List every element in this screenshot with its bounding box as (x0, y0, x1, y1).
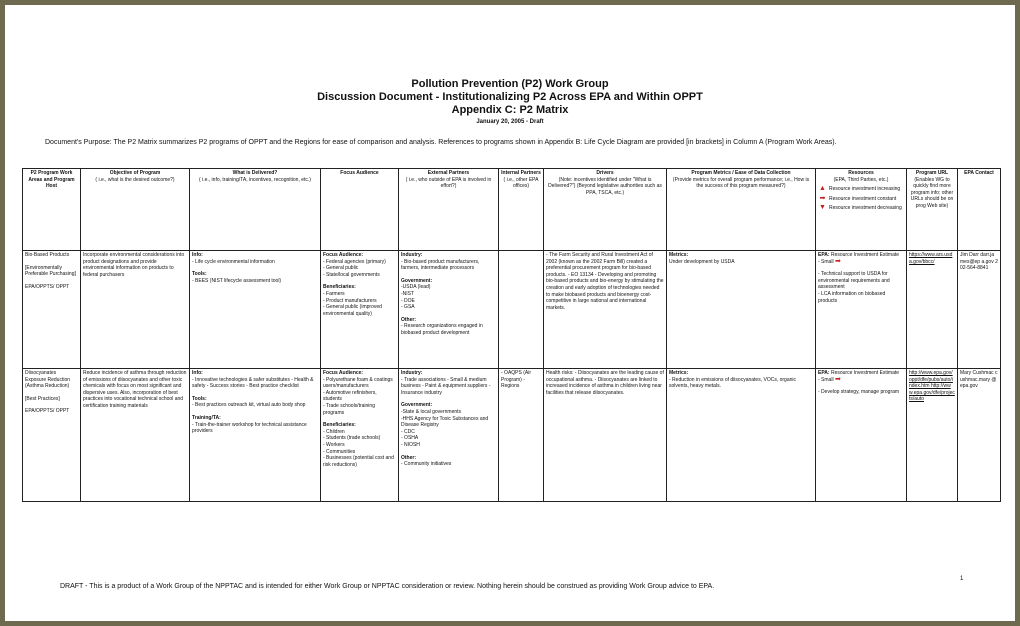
row1-audience: Focus Audience: - Federal agencies (primary) - General public - State/local governments Beneficiaries: - Farmers - Product manufacturers - General public (improved environmental quality) (321, 251, 399, 369)
row1-program-area: Bio-Based Products [Environmentally Preferable Purchasing] EPA/OPPTS/ OPPT (23, 251, 81, 369)
program-url-link[interactable]: http://www.epa.gov/oppt/dfe/pubs/auto/index.htm http://www.epa.gov/dfe/projects/auto (909, 370, 955, 403)
legend-increasing: ▲ Resource investment increasing (819, 185, 901, 193)
document-date: January 20, 2005 - Draft (476, 119, 544, 125)
row2-audience: Focus Audience: - Polyurethane foam & coatings users/manufacturers - Automotive refinishers, students - Trade schools/training programs Beneficiaries: - Children - Students (trade schools) - Workers - Communities - Businesses (potential cost and risk reductions) (321, 369, 399, 502)
col-objective: Objective of Program ( i.e., what is the desired outcome?) (81, 169, 190, 251)
row2-internal-partners: - OAQPS (Air Program) - Regions (499, 369, 544, 502)
row1-objective: Incorporate environmental considerations into product designations and provide environmental information on products to federal purchasers (81, 251, 190, 369)
legend-constant: ➡ Resource investment constant (819, 194, 897, 202)
p2-matrix-table (22, 168, 1001, 502)
row2-resources: EPA: Resource Investment Estimate - Small ➡ - Develop strategy, manage program (816, 369, 907, 502)
row1-metrics: Metrics: Under development by USDA (667, 251, 816, 369)
col-resources: Resources (EPA, Third Parties, etc.) ▲ Resource investment increasing ➡ Resource investment constant ▼ Resource investment decreasing (816, 169, 907, 251)
title-line-1: Pollution Prevention (P2) Work Group (411, 78, 609, 90)
row1-resources: EPA: Resource Investment Estimate - Small ➡ - Technical support to USDA for environmental requirements and assessment - LCA information on biobased products (816, 251, 907, 369)
document-purpose: Document's Purpose: The P2 Matrix summarizes P2 programs of OPPT and the Regions for ease of comparison and analysis. References to programs shown in Appendix B: Life Cycle Diagram are provided [in brackets] in Column A (Program Work Areas). (45, 139, 837, 146)
col-focus-audience: Focus Audience (321, 169, 399, 251)
col-drivers: Drivers (Note: incentives identified under "What is Delivered?") (Beyond legislative authorities such as PPA, TSCA, etc.) (544, 169, 667, 251)
arrow-right-icon: ➡ (834, 375, 841, 383)
arrow-up-icon: ▲ (819, 185, 826, 193)
row1-internal-partners (499, 251, 544, 369)
legend-decreasing: ▼ Resource investment decreasing (819, 204, 902, 212)
row2-external-partners: Industry: - Trade associations - Small & medium business - Paint & equipment suppliers - Insurance industry Government: -State & local governments -HHS Agency for Toxic Substances and Disease Registry - CDC - OSHA - NIOSH Other: - Community initiatives (399, 369, 499, 502)
table-row (23, 369, 1001, 502)
header-row (23, 169, 1001, 251)
title-line-3: Appendix C: P2 Matrix (451, 104, 569, 116)
row1-external-partners: Industry: - Bio-based product manufacturers, farmers, intermediate processors Government: -USDA (lead) -NIST - DOE - GSA Other: - Research organizations engaged in biobased product development (399, 251, 499, 369)
row1-program-url[interactable] (907, 251, 958, 369)
col-epa-contact: EPA Contact (958, 169, 1001, 251)
document-page (5, 5, 1015, 621)
row2-metrics: Metrics: - Reduction in emissions of diisocyanates, VOCs, organic solvents, heavy metals. (667, 369, 816, 502)
arrow-right-icon: ➡ (819, 194, 826, 202)
row1-drivers: - The Farm Security and Rural Investment Act of 2002 (known as the 2002 Farm Bill) created a preferential procurement program for bio-based products. - EO 13134 - Developing and promoting bio-based products and bio-energy by stimulating the creation and early adoption of technologies needed to make biobased products and bioenergy cost-competitive in large national and international markets. (544, 251, 667, 369)
page-number: 1 (960, 576, 964, 582)
draft-footer: DRAFT - This is a product of a Work Group of the NPPTAC and is intended for either Work Group or NPPTAC consideration or review. Nothing herein should be construed as providing Work Group advice to EPA. (60, 583, 715, 590)
title-line-2: Discussion Document - Institutionalizing P2 Across EPA and Within OPPT (317, 91, 703, 103)
row2-drivers: Health risks: - Diisocyanates are the leading cause of occupational asthma. - Diisocyanates are linked to increased incidence of asthma in children living near facilities that release diisocyanates. (544, 369, 667, 502)
col-program-work-areas: P2 Program Work Areas and Program Host (23, 169, 81, 251)
row2-program-url[interactable] (907, 369, 958, 502)
table-row (23, 251, 1001, 369)
col-what-delivered: What is Delivered? ( i.e., info, training/TA, incentives, recognition, etc.) (190, 169, 321, 251)
arrow-down-icon: ▼ (819, 204, 826, 212)
col-program-metrics: Program Metrics / Ease of Data Collection (Provide metrics for overall program performance; i.e., How is the success of this program measured?) (667, 169, 816, 251)
row1-contact: Jim Darr darr.james@ep a.gov 202-564-8841 (958, 251, 1001, 369)
arrow-right-icon: ➡ (834, 257, 841, 265)
row2-delivered: Info: - Innovative technologies & safer substitutes - Health & safety - Success stories - Best practice checklist Tools: - Best practices outreach kit, virtual auto body shop Training/TA: - Train-the-trainer workshop for technical assistance providers (190, 369, 321, 502)
row2-objective: Reduce incidence of asthma through reduction of emissions of diisocyanates and other toxic chemicals with focus on most significant and dispersive uses. Also, incorporation of best practices into vocational technical school and certification training materials (81, 369, 190, 502)
row1-delivered: Info: - Life cycle environmental information Tools: - BEES (NIST lifecycle assessment tool) (190, 251, 321, 369)
col-internal-partners: Internal Partners ( i.e., other EPA offices) (499, 169, 544, 251)
row2-contact: Mary Cushmac cushmac.mary @epa.gov (958, 369, 1001, 502)
row2-program-area: Diisocyanates Exposure Reduction (Asthma Reduction) [Best Practices] EPA/OPPTS/ OPPT (23, 369, 81, 502)
program-url-link[interactable]: https://www.ars.usda.gov/bbcc/ (909, 252, 953, 265)
col-program-url: Program URL (Enables WG to quickly find more program info; other URLs should be on prog Web site) (907, 169, 958, 251)
col-external-partners: External Partners ( i.e., who outside of EPA is involved in effort?) (399, 169, 499, 251)
